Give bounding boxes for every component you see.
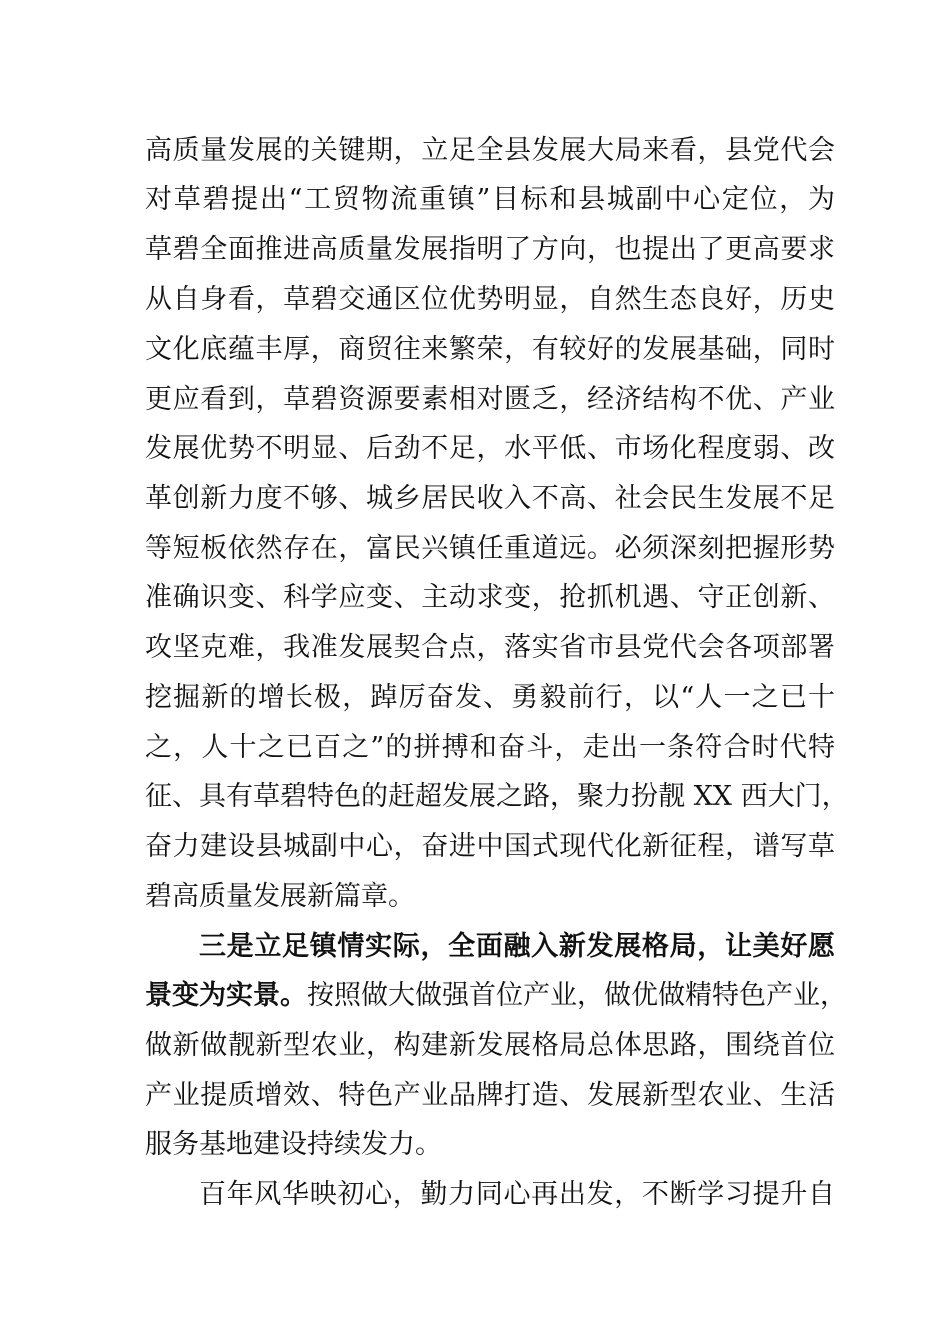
paragraph-1-line-15: 奋力建设县城副中心，奋进中国式现代化新征程，谱写草 [145, 831, 835, 862]
paragraph-1-line-2: 对草碧提出“工贸物流重镇”目标和县城副中心定位，为 [145, 184, 835, 215]
paragraph-1-line-5: 文化底蕴丰厚，商贸往来繁荣，有较好的发展基础，同时 [145, 334, 835, 365]
paragraph-2-line-3: 做新做靓新型农业，构建新发展格局总体思路，围绕首位 [145, 1030, 835, 1061]
paragraph-1-line-10: 准确识变、科学应变、主动求变，抢抓机遇、守正创新、 [145, 582, 835, 613]
paragraph-1-line-14: 征、具有草碧特色的赶超发展之路，聚力扮靓 XX 西大门， [145, 781, 849, 812]
paragraph-2-line-2 [145, 976, 847, 1016]
paragraph-2-line-2-rest: 按照做大做强首位产业，做优做精特色产业， [307, 980, 847, 1011]
paragraph-1-line-1: 高质量发展的关键期，立足全县发展大局来看，县党代会 [145, 135, 835, 166]
paragraph-1-line-16: 碧高质量发展新篇章。 [145, 881, 415, 912]
paragraph-1-line-3: 草碧全面推进高质量发展指明了方向，也提出了更高要求 [145, 234, 835, 265]
paragraph-2-line-5: 服务基地建设持续发力。 [145, 1129, 442, 1160]
paragraph-1-line-7: 发展优势不明显、后劲不足，水平低、市场化程度弱、改 [145, 433, 835, 464]
paragraph-1-line-11: 攻坚克难，我准发展契合点，落实省市县党代会各项部署 [145, 632, 835, 663]
paragraph-1-line-9: 等短板依然存在，富民兴镇任重道远。必须深刻把握形势 [145, 533, 835, 564]
paragraph-1-line-13: 之，人十之已百之”的拼搏和奋斗，走出一条符合时代特 [145, 732, 835, 763]
paragraph-2-line-4: 产业提质增效、特色产业品牌打造、发展新型农业、生活 [145, 1080, 835, 1111]
paragraph-1-line-4: 从自身看，草碧交通区位优势明显，自然生态良好，历史 [145, 284, 835, 315]
paragraph-1-line-8: 革创新力度不够、城乡居民收入不高、社会民生发展不足 [145, 483, 835, 514]
paragraph-1-line-12: 挖掘新的增长极，踔厉奋发、勇毅前行，以“人一之已十 [145, 682, 835, 713]
paragraph-3-line-1: 百年风华映初心，勤力同心再出发，不断学习提升自 [199, 1179, 835, 1210]
paragraph-2-heading-line-1: 三是立足镇情实际，全面融入新发展格局，让美好愿 [199, 931, 835, 962]
paragraph-2-heading-line-2: 景变为实景。 [145, 980, 307, 1011]
paragraph-1-line-6: 更应看到，草碧资源要素相对匮乏，经济结构不优、产业 [145, 384, 835, 415]
